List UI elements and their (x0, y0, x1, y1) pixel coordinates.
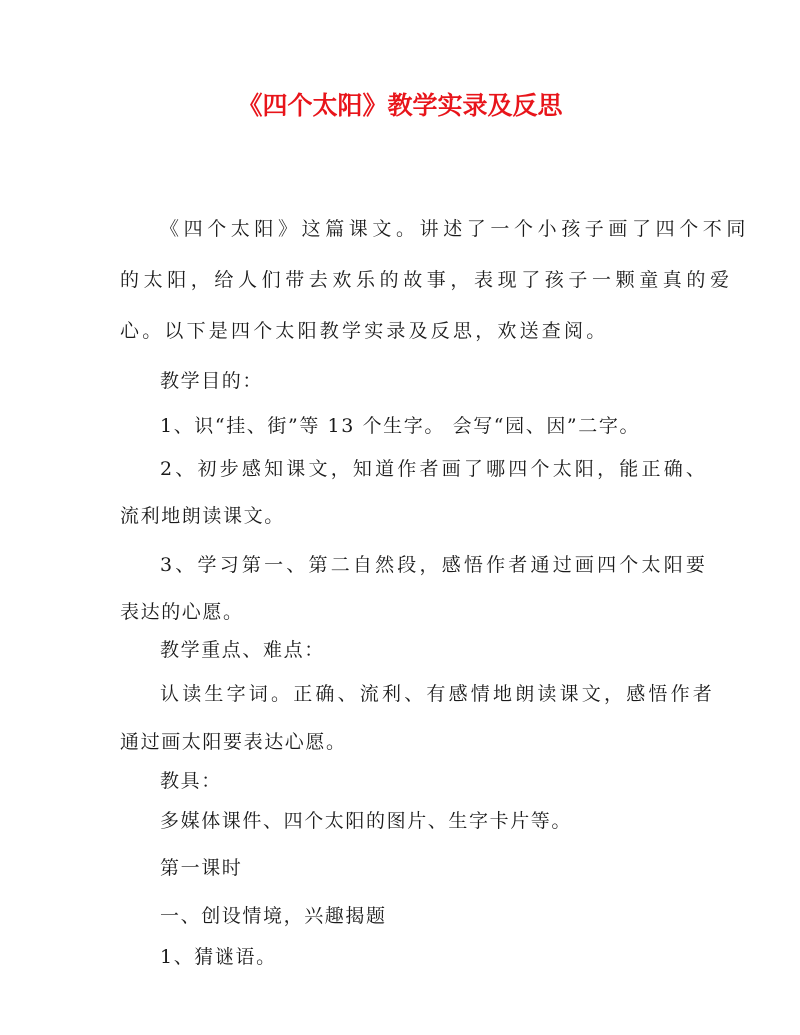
paragraph-line: 多媒体课件、四个太阳的图片、生字卡片等。 (160, 810, 573, 832)
section-heading: 第一课时 (160, 857, 243, 879)
objective-item: 2、初步感知课文，知道作者画了哪四个太阳，能正确、 (160, 458, 709, 480)
objective-item-continued: 表达的心愿。 (120, 601, 244, 623)
document-title: 《四个太阳》教学实录及反思 (237, 91, 563, 120)
paragraph-line: 《四个太阳》这篇课文。讲述了一个小孩子画了四个不同 (160, 218, 751, 240)
objective-item: 1、识“挂、街”等 13 个生字。 会写“园、因”二字。 (160, 415, 641, 437)
paragraph-line: 通过画太阳要表达心愿。 (120, 731, 347, 753)
paragraph-line: 的太阳，给人们带去欢乐的故事，表现了孩子一颗童真的爱 (120, 269, 734, 291)
paragraph-line: 1、猜谜语。 (160, 946, 277, 968)
section-heading: 一、创设情境，兴趣揭题 (160, 905, 387, 927)
paragraph-line: 心。以下是四个太阳教学实录及反思，欢送查阅。 (120, 320, 609, 342)
section-heading: 教学目的： (160, 370, 264, 392)
objective-item-continued: 流利地朗读课文。 (120, 505, 285, 527)
objective-item: 3、学习第一、第二自然段，感悟作者通过画四个太阳要 (160, 554, 709, 576)
section-heading: 教学重点、难点： (160, 639, 325, 661)
paragraph-line: 认读生字词。正确、流利、有感情地朗读课文，感悟作者 (160, 683, 716, 705)
section-heading: 教具： (160, 770, 222, 792)
